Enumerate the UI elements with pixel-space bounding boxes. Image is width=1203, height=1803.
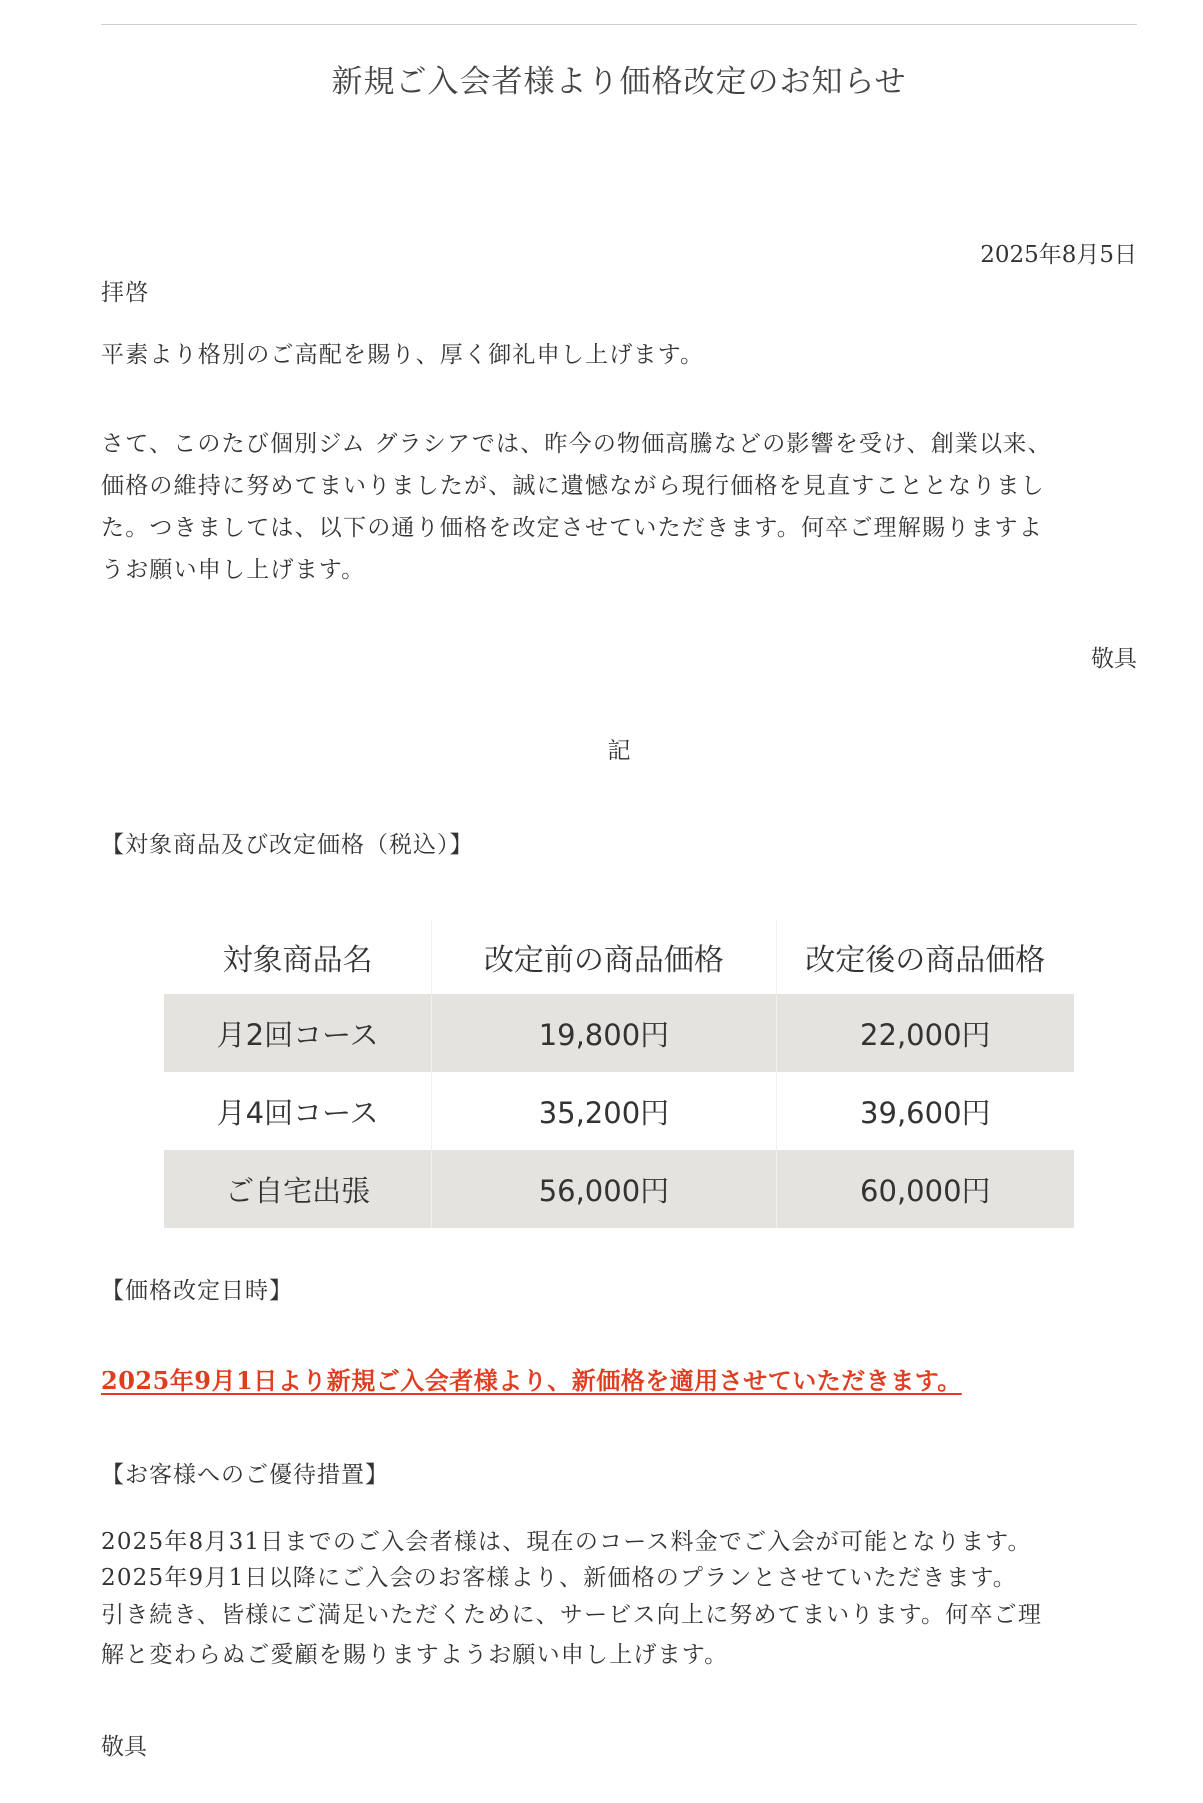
salutation: 拝啓 xyxy=(101,280,150,306)
page-title: 新規ご入会者様より価格改定のお知らせ xyxy=(331,64,907,100)
closing-top: 敬具 xyxy=(1091,646,1137,672)
benefit-line: 2025年9月1日以降にご入会のお客様より、新価格のプランとさせていただきます。 xyxy=(101,1565,1017,1591)
section-heading-benefit: 【お客様へのご優待措置】 xyxy=(101,1462,389,1488)
old-price-cell: 56,000円 xyxy=(432,1150,776,1228)
body-paragraph xyxy=(101,423,1137,591)
table-row xyxy=(164,1072,1074,1150)
column-header: 改定後の商品価格 xyxy=(805,943,1046,978)
table-row xyxy=(164,1150,1074,1228)
old-price-cell: 35,200円 xyxy=(432,1072,776,1150)
benefit-line: 2025年8月31日までのご入会者様は、現在のコース料金でご入会が可能となります。 xyxy=(101,1529,1032,1555)
column-header: 対象商品名 xyxy=(164,920,432,994)
closing-paragraph xyxy=(101,1595,1137,1675)
benefit-paragraph xyxy=(101,1524,1137,1596)
greeting-paragraph: 平素より格別のご高配を賜り、厚く御礼申し上げます。 xyxy=(101,342,705,368)
product-name-cell: 月2回コース xyxy=(164,994,432,1072)
old-price-cell: 19,800円 xyxy=(432,994,776,1072)
ki-heading: 記 xyxy=(607,738,631,764)
table-row xyxy=(164,994,1074,1072)
body-line: うお願い申し上げます。 xyxy=(101,557,366,583)
body-line: 価格の維持に努めてまいりましたが、誠に遺憾ながら現行価格を見直すこととなりまし xyxy=(101,473,1045,499)
new-price-cell: 39,600円 xyxy=(860,1095,991,1130)
body-line: た。つきましては、以下の通り価格を改定させていただきます。何卒ご理解賜りますよ xyxy=(101,515,1043,541)
closing-line: 引き続き、皆様にご満足いただくために、サービス向上に努めてまいります。何卒ご理 xyxy=(101,1602,1043,1628)
body-line: さて、このたび個別ジム グラシアでは、昨今の物価高騰などの影響を受け、創業以来、 xyxy=(101,431,1052,457)
section-heading-target: 【対象商品及び改定価格（税込）】 xyxy=(101,832,474,858)
column-header: 改定前の商品価格 xyxy=(432,920,776,994)
new-price-cell: 22,000円 xyxy=(776,994,1074,1072)
product-name-cell: ご自宅出張 xyxy=(164,1150,432,1228)
effective-date-notice: 2025年9月1日より新規ご入会者様より、新価格を適用させていただきます。 xyxy=(101,1366,962,1395)
product-name-cell: 月4回コース xyxy=(164,1072,432,1150)
document-date: 2025年8月5日 xyxy=(980,242,1137,268)
section-heading-date: 【価格改定日時】 xyxy=(101,1278,293,1304)
new-price-cell: 60,000円 xyxy=(776,1150,1074,1228)
table-header-row xyxy=(164,920,1074,994)
top-divider xyxy=(101,24,1137,25)
closing-bottom: 敬具 xyxy=(101,1734,147,1760)
closing-line: 解と変わらぬご愛顧を賜りますようお願い申し上げます。 xyxy=(101,1642,729,1668)
price-table xyxy=(164,920,1074,1228)
